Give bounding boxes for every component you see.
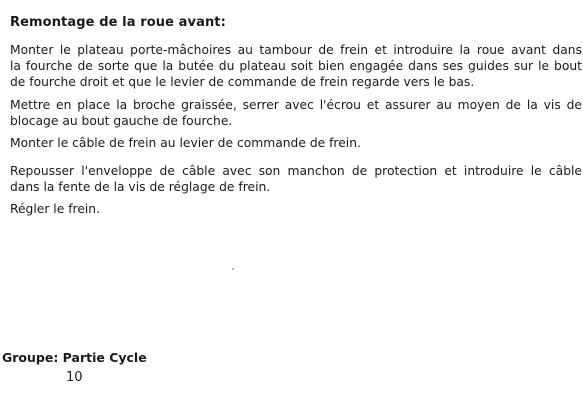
footer-group-label: Groupe: Partie Cycle: [2, 350, 147, 365]
paragraph-mount-brake-plate: [10, 42, 582, 91]
paragraph-cable-sheath: [10, 163, 582, 195]
text-line: dans la fente de la vis de réglage de frein.: [10, 180, 271, 195]
scan-speck: [232, 268, 234, 270]
text-line: Mettre en place la broche graissée, serrer avec l'écrou et assurer au moyen de la vis de: [10, 98, 582, 112]
text-line: de fourche droit et que le levier de commande de frein regarde vers le bas.: [10, 75, 475, 90]
paragraph-axle: [10, 97, 582, 129]
text-line: Repousser l'enveloppe de câble avec son manchon de protection et introduire le câble: [10, 164, 582, 178]
text-line: Monter le plateau porte-mâchoires au tambour de frein et introduire la roue avant dans: [10, 43, 582, 57]
paragraph-adjust-brake: [10, 201, 582, 217]
paragraph-brake-cable: [10, 135, 582, 151]
text-line: Monter le câble de frein au levier de commande de frein.: [10, 136, 361, 150]
section-heading: Remontage de la roue avant:: [10, 15, 226, 30]
text-line: blocage au bout gauche de fourche.: [10, 114, 233, 129]
text-line: la fourche de sorte que la butée du plateau soit bien engagée dans ses guides sur le bout: [10, 59, 582, 74]
text-line: Régler le frein.: [10, 202, 100, 216]
page-number: 10: [66, 370, 83, 385]
